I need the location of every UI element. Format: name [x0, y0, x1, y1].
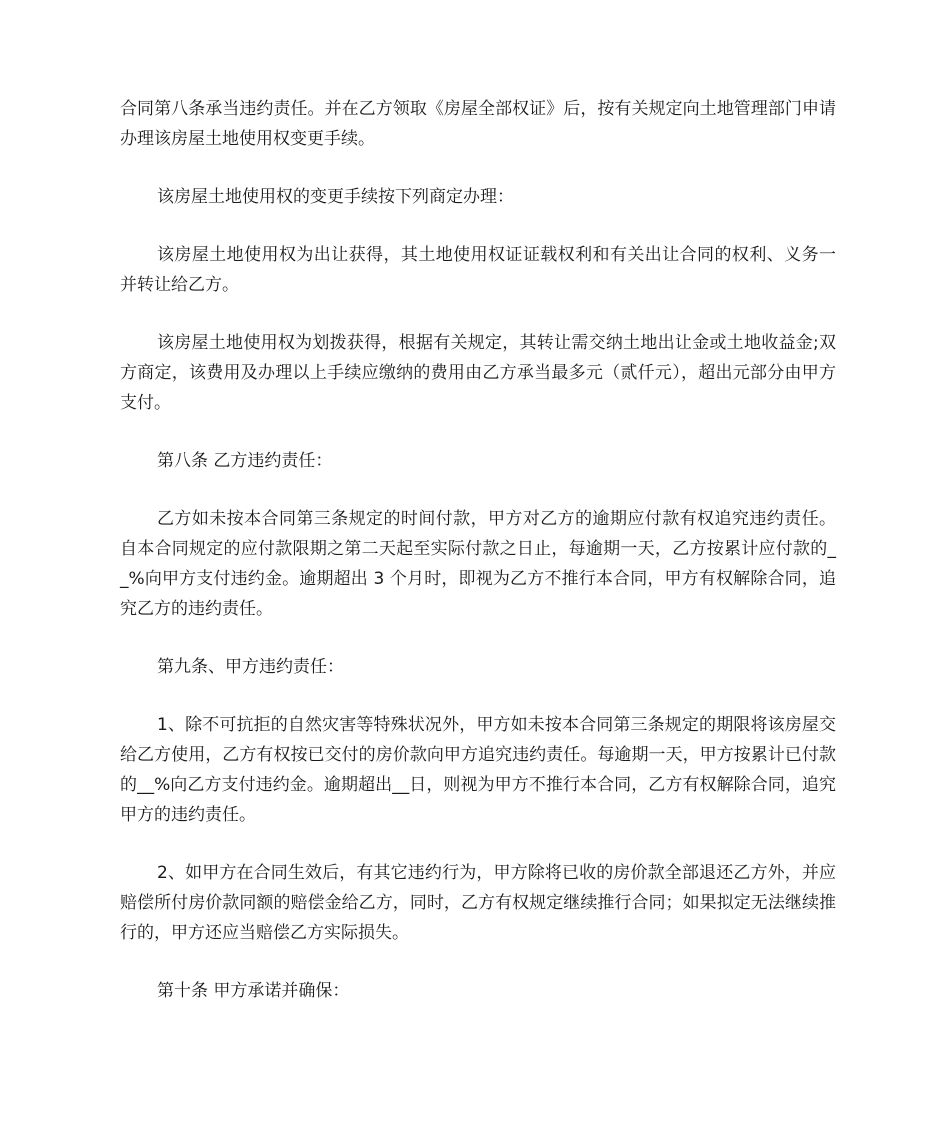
- paragraph-allocated-land: 该房屋土地使用权为划拨获得，根据有关规定，其转让需交纳土地出让金或土地收益金;双方商定，该费用及办理以上手续应缴纳的费用由乙方承当最多元（贰仟元），超出元部分由甲方支付。: [120, 333, 836, 413]
- paragraph-seller-liability-1: 1、除不可抗拒的自然灾害等特殊状况外，甲方如未按本合同第三条规定的期限将该房屋交给乙方使用，乙方有权按已交付的房价款向甲方追究违约责任。每逾期一天，甲方按累计已付款的__%向乙方支付违约金。逾期超出__日，则视为甲方不推行本合同，乙方有权解除合同，追究甲方的违约责任。: [120, 715, 836, 825]
- paragraph-seller-liability-2: 2、如甲方在合同生效后，有其它违约行为，甲方除将已收的房价款全部退还乙方外，并应赔偿所付房价款同额的赔偿金给乙方，同时，乙方有权规定继续推行合同；如果拟定无法继续推行的，甲方还应当赔偿乙方实际损失。: [120, 863, 836, 943]
- paragraph-buyer-liability: 乙方如未按本合同第三条规定的时间付款，甲方对乙方的逾期应付款有权追究违约责任。自本合同规定的应付款限期之第二天起至实际付款之日止，每逾期一天，乙方按累计应付款的__%向甲方支付违约金。逾期超出 3 个月时，即视为乙方不推行本合同，甲方有权解除合同，追究乙方的违约责任。: [120, 509, 836, 619]
- paragraph-land-use-procedure: 该房屋土地使用权的变更手续按下列商定办理：: [157, 187, 514, 207]
- heading-article-10: 第十条 甲方承诺并确保：: [157, 981, 350, 1001]
- heading-article-8: 第八条 乙方违约责任：: [157, 451, 333, 471]
- paragraph-continuation: 合同第八条承当违约责任。并在乙方领取《房屋全部权证》后，按有关规定向土地管理部门申请办理该房屋土地使用权变更手续。: [120, 99, 836, 149]
- heading-article-9: 第九条、甲方违约责任：: [157, 657, 344, 677]
- document-body: [120, 94, 836, 1034]
- paragraph-transfer-obtained: 该房屋土地使用权为出让获得，其土地使用权证证载权利和有关出让合同的权利、义务一并转让给乙方。: [120, 245, 836, 295]
